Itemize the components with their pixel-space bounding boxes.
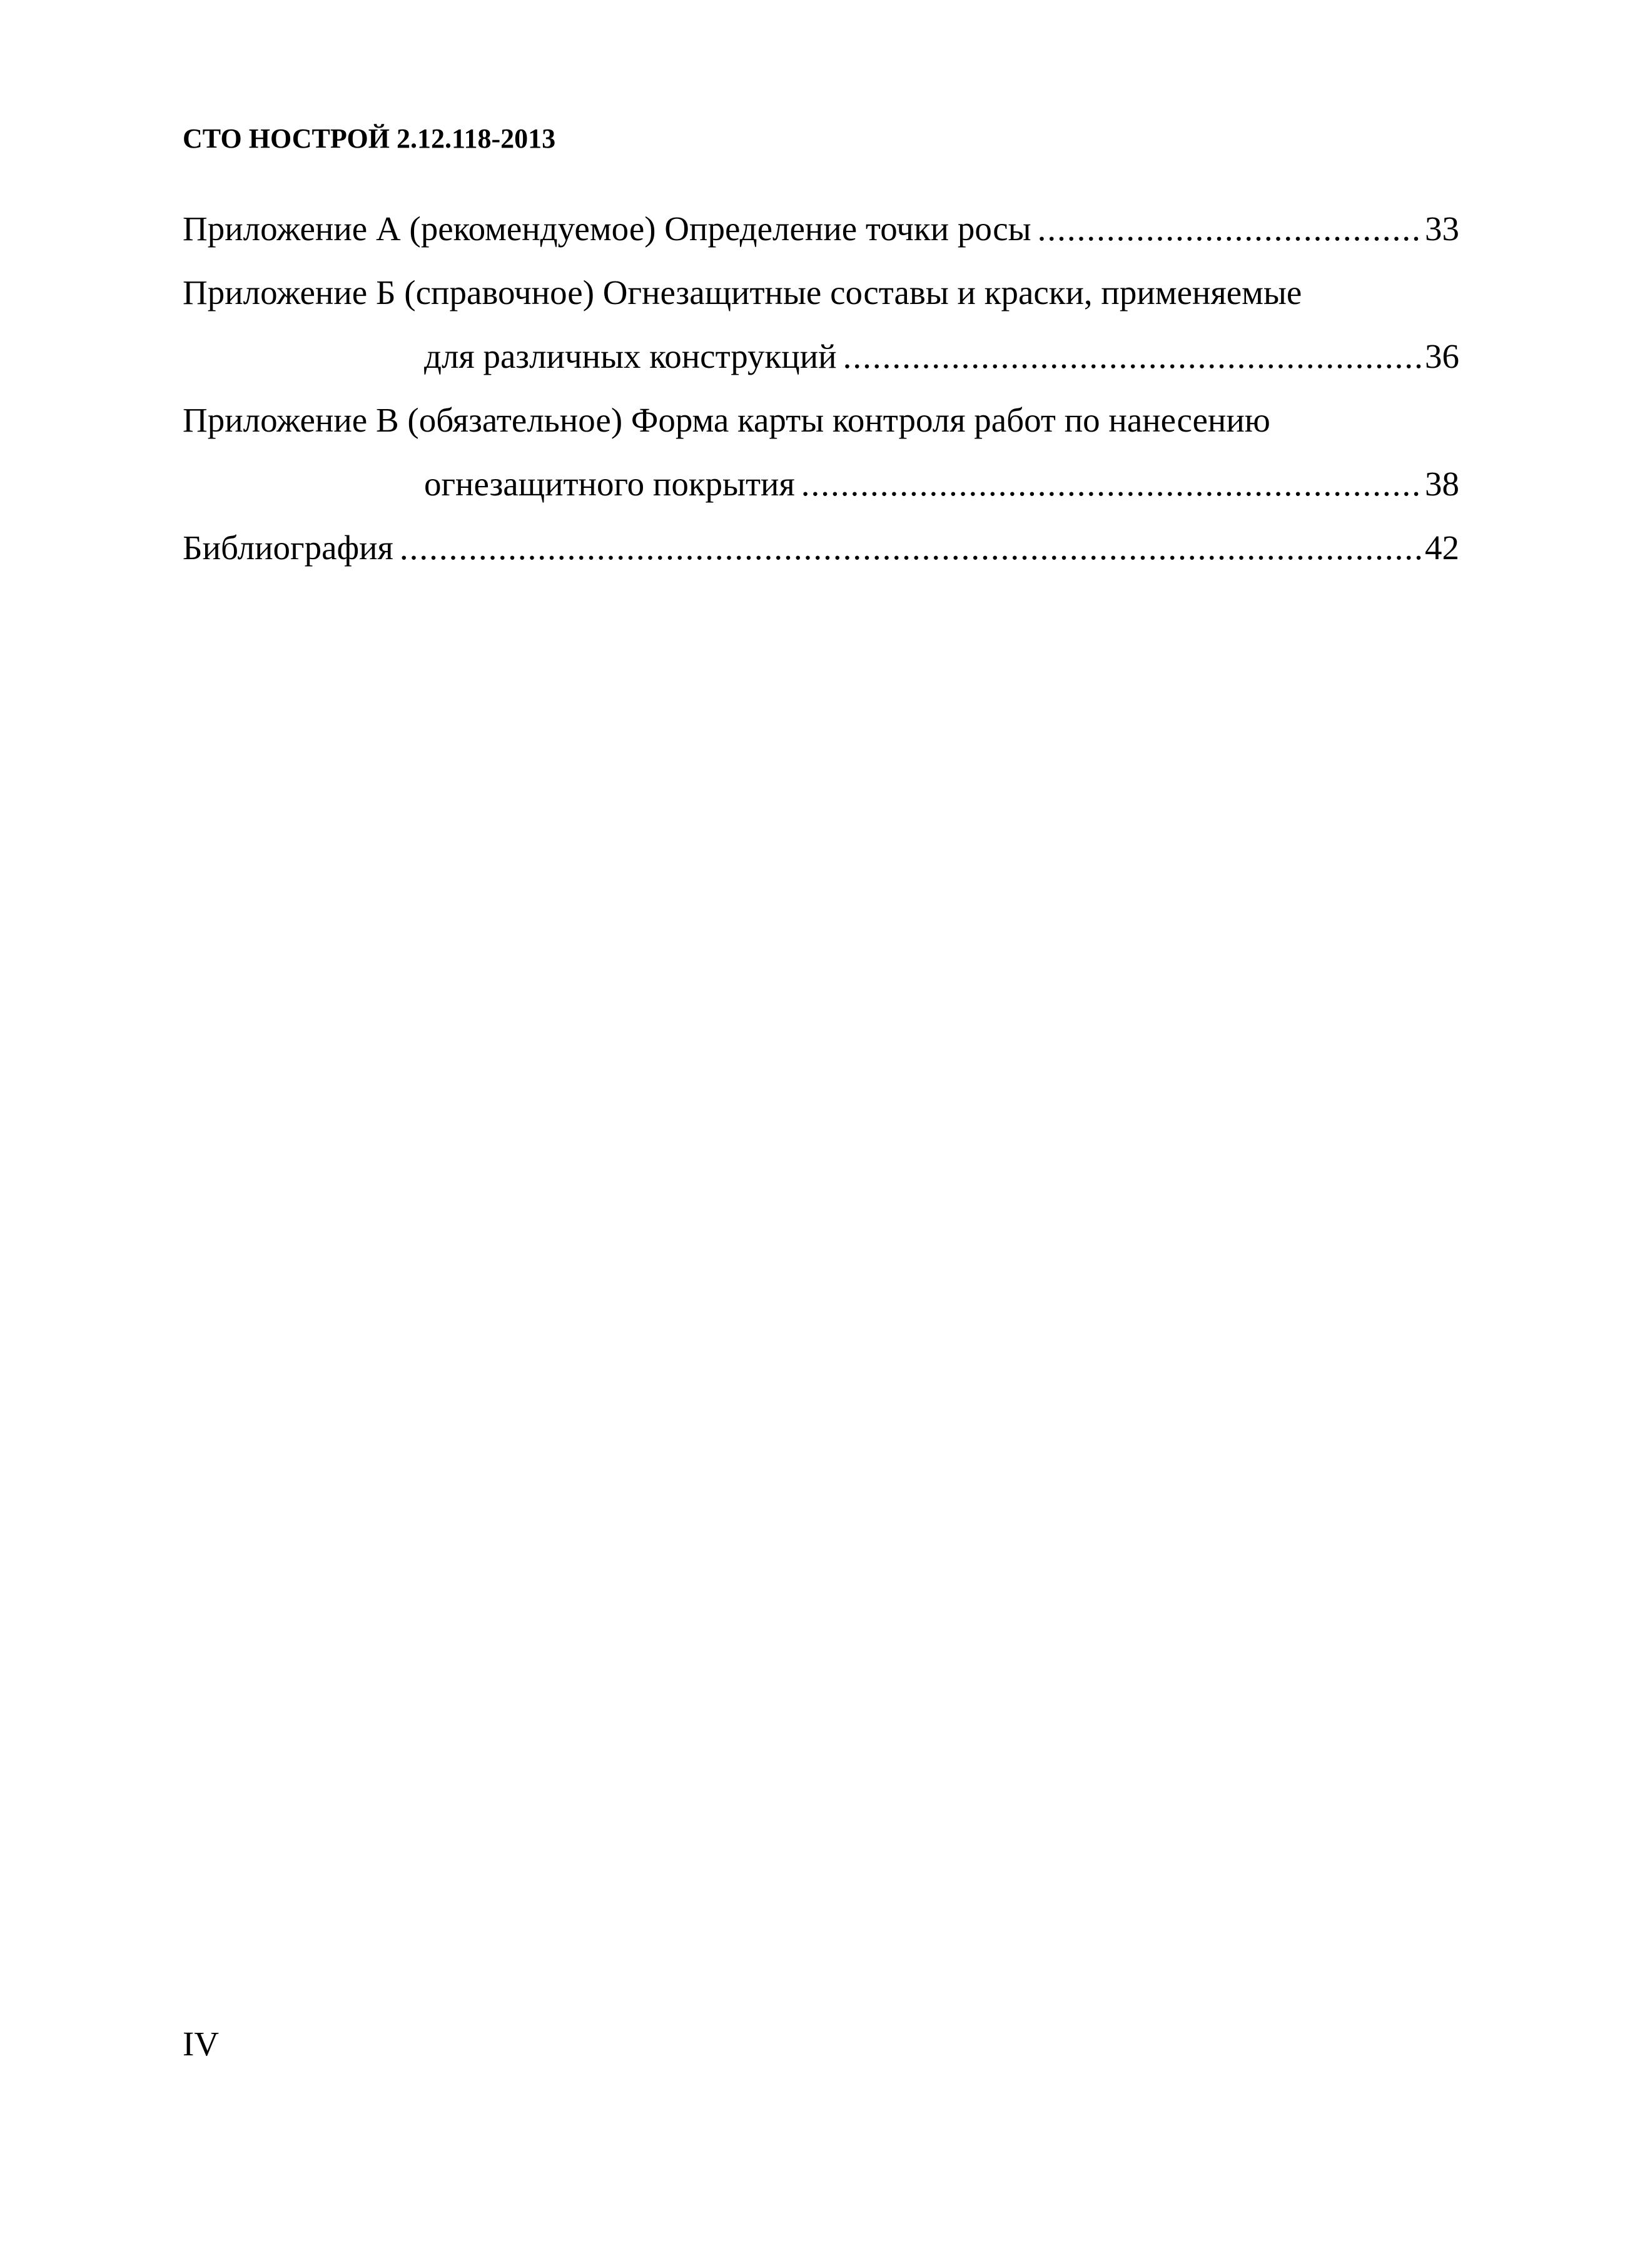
toc-entry-title-continuation: огнезащитного покрытия — [424, 465, 795, 503]
toc-page-number: 33 — [1425, 210, 1459, 248]
toc-entry-appendix-v-line1[interactable] — [183, 403, 1459, 467]
toc-entry-title: Приложение В (обязательное) Форма карты контроля работ по нанесению — [183, 401, 1270, 439]
toc-page-number: 36 — [1425, 337, 1459, 375]
toc-entry-appendix-v-line2[interactable] — [183, 467, 1459, 530]
toc-entry-title: Приложение А (рекомендуемое) Определение точки росы — [183, 210, 1031, 248]
table-of-contents — [183, 211, 1459, 594]
toc-entry-appendix-b-line2[interactable] — [183, 339, 1459, 403]
toc-entry-appendix-b-line1[interactable] — [183, 275, 1459, 339]
toc-entry-title-continuation: для различных конструкций — [424, 337, 837, 375]
dot-leader — [1038, 211, 1421, 246]
dot-leader — [400, 530, 1421, 565]
document-header: СТО НОСТРОЙ 2.12.118-2013 — [183, 123, 556, 154]
dot-leader — [801, 467, 1421, 501]
toc-entry-appendix-a[interactable] — [183, 211, 1459, 275]
toc-page-number: 38 — [1425, 465, 1459, 503]
page-number: IV — [183, 2025, 220, 2063]
dot-leader — [843, 339, 1421, 373]
toc-entry-bibliography[interactable] — [183, 530, 1459, 594]
toc-entry-title: Библиография — [183, 529, 393, 567]
toc-page-number: 42 — [1425, 529, 1459, 567]
toc-entry-title: Приложение Б (справочное) Огнезащитные составы и краски, применяемые — [183, 273, 1302, 311]
